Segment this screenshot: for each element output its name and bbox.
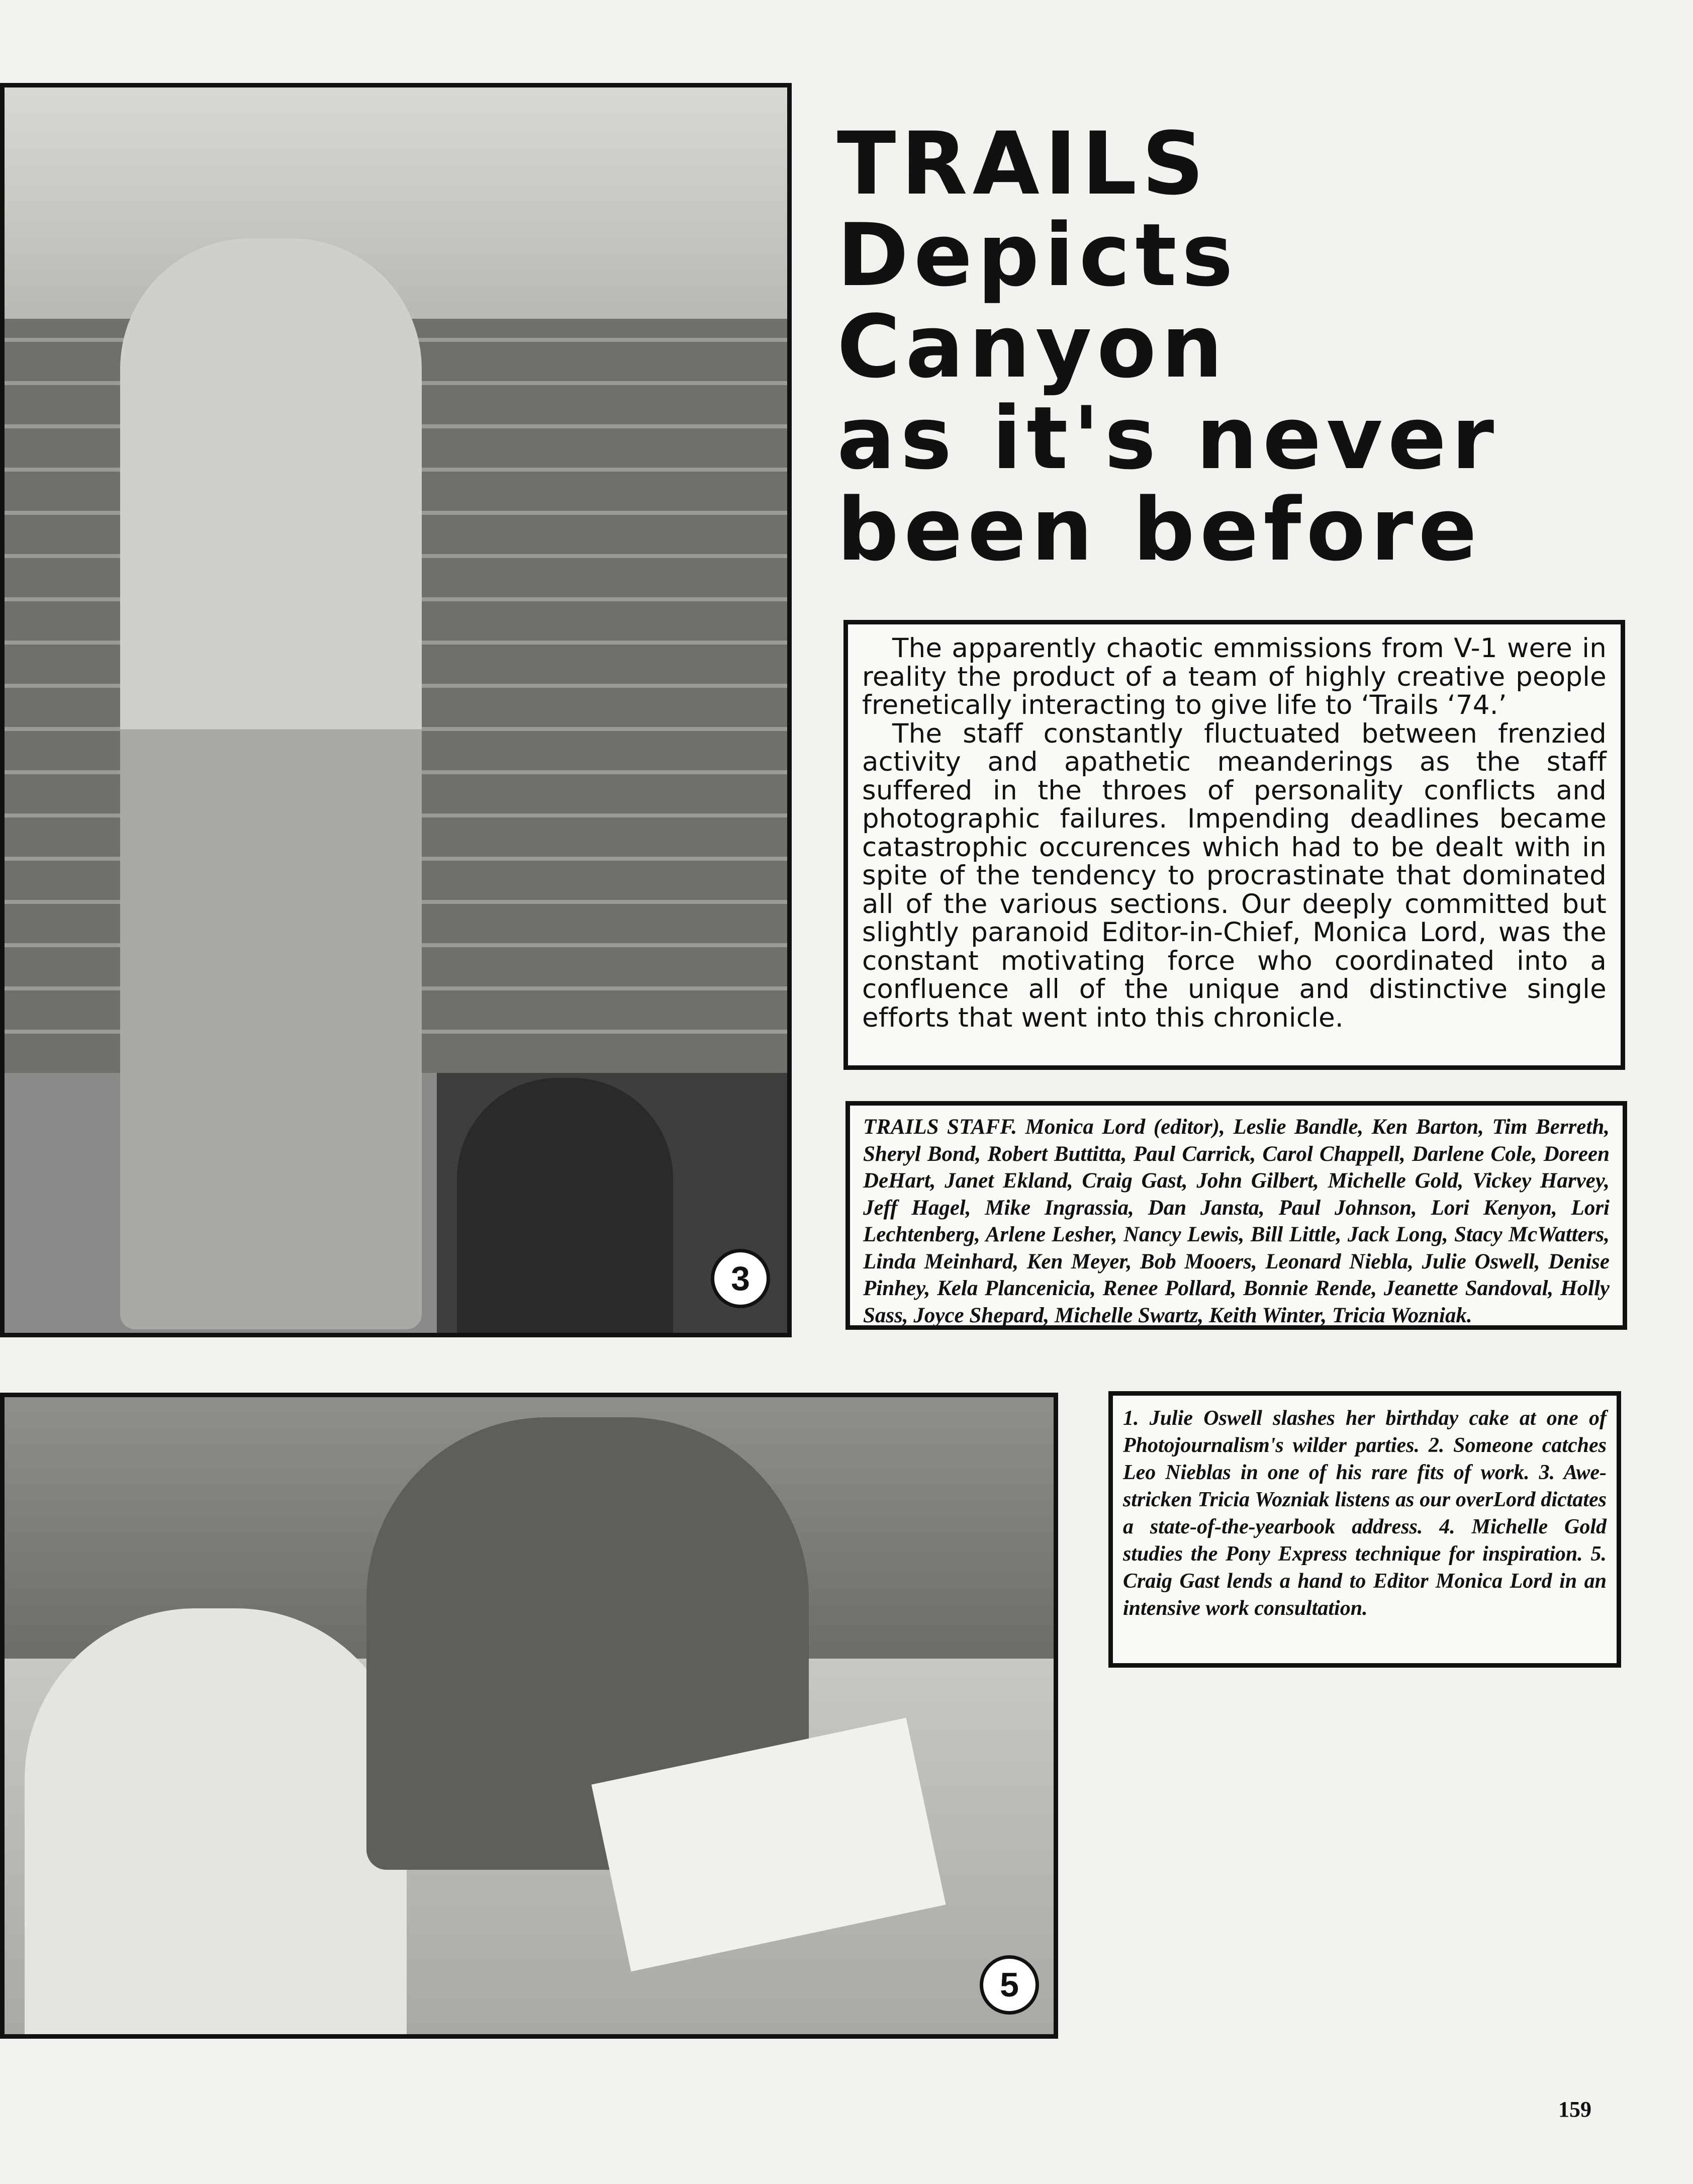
headline-line: been before (837, 479, 1482, 580)
photo-5 (0, 1393, 1058, 2039)
article-paragraph: The apparently chaotic emmissions from V-1 were in reality the product of a team of highly creative people frenetically interacting to give life to ‘Trails ‘74.’ (862, 633, 1607, 720)
headline-line: Canyon (837, 296, 1228, 397)
photo-person-seated (457, 1078, 673, 1337)
staff-box (845, 1101, 1627, 1330)
photo-3 (0, 83, 792, 1337)
photo-number-badge: 5 (980, 1955, 1039, 2015)
article-box (843, 620, 1625, 1070)
headline-line: TRAILS (837, 113, 1209, 214)
photo-ceiling (5, 87, 789, 319)
staff-list: TRAILS STAFF. Monica Lord (editor), Leslie Bandle, Ken Barton, Tim Berreth, Sheryl Bond, Robert Buttitta, Paul Carrick, Carol Chappell, Darlene Cole, Doreen DeHart, Janet Ekland, Craig Gast, John Gilbert, Michelle Gold, Vickey Harvey, Jeff Hagel, Mike Ingrassia, Dan Jansta, Paul Johnson, Lori Kenyon, Lori Lechtenberg, Arlene Lesher, Nancy Lewis, Bill Little, Jack Long, Stacy McWatters, Linda Meinhard, Ken Meyer, Bob Mooers, Leonard Niebla, Julie Oswell, Denise Pinhey, Kela Plancenicia, Renee Pollard, Bonnie Rende, Jeanette Sandoval, Holly Sass, Joyce Shepard, Michelle Swartz, Keith Winter, Tricia Wozniak. (863, 1115, 1610, 1327)
headline-line: as it's never (837, 388, 1499, 489)
caption-box (1108, 1391, 1621, 1668)
photo-person-standing (120, 238, 422, 1329)
article-paragraph: The staff constantly fluctuated between frenzied activity and apathetic meanderings as the staff suffered in the throes of personality conflicts and photographic failures. Impending deadlines became catastrophic occurences which had to be dealt with in spite of the tendency to procrastinate that dominated all of the various sections. Our deeply committed but slightly paranoid Editor-in-Chief, Monica Lord, was the constant motivating force who coordinated into a confluence all of the unique and distinctive single efforts that went into this chronicle. (862, 718, 1607, 1033)
headline (837, 113, 1541, 580)
photo-captions: 1. Julie Oswell slashes her birthday cake at one of Photojournalism's wilder parties. 2. Someone catches Leo Nieblas in one of his rare fits of work. 3. Awe-stricken Tricia Wozniak listens as our overLord dictates a state-of-the-yearbook address. 4. Michelle Gold studies the Pony Express technique for inspiration. 5. Craig Gast lends a hand to Editor Monica Lord in an intensive work consultation. (1123, 1407, 1607, 1620)
photo-person-left (25, 1608, 407, 2039)
page-number: 159 (1558, 2097, 1591, 2122)
photo-number-badge: 3 (711, 1249, 770, 1308)
headline-line: Depicts (837, 205, 1239, 306)
